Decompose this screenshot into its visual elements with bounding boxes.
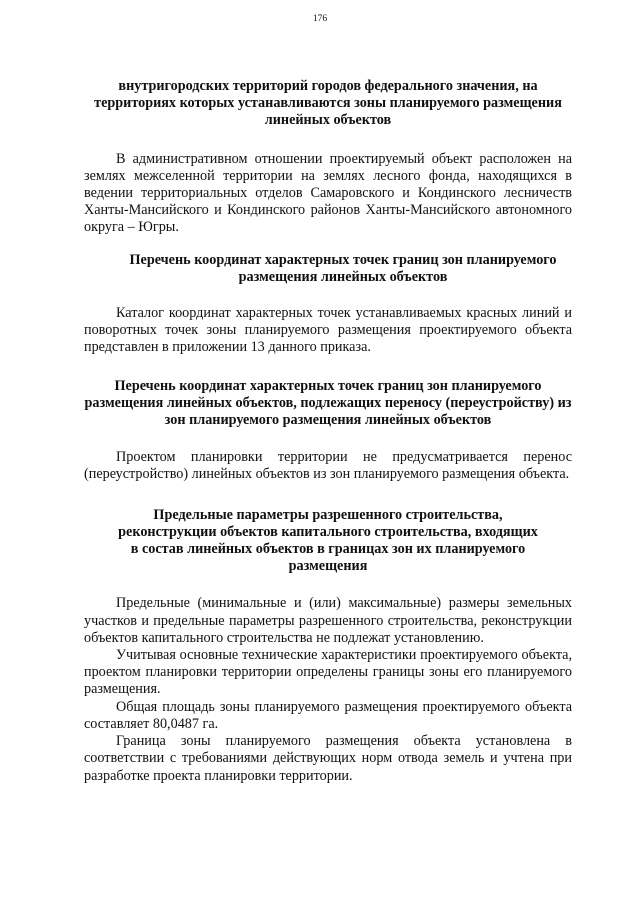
heading-line: в состав линейных объектов в границах зон их планируемого xyxy=(130,541,526,558)
paragraph-coordinates-catalog: Каталог координат характерных точек устанавливаемых красных линий и поворотных точек зоны планируемого размещения проектируемого объекта представлен в приложении 13 данного приказа. xyxy=(84,305,572,356)
paragraph-no-relocation: Проектом планировки территории не предусматривается перенос (переустройство) линейных объектов из зон планируемого размещения объекта. xyxy=(84,449,572,483)
section-heading-construction-parameters xyxy=(84,507,572,576)
paragraph-administrative-location: В административном отношении проектируемый объект расположен на землях межселенной территории на землях лесного фонда, находящихся в ведении территориальных отделов Самаровского и Кондинского лесничеств Ханты-Мансийского и Кондинского районов Ханты-Мансийского автономного округа – Югры. xyxy=(84,150,572,236)
paragraph-boundary-norms: Граница зоны планируемого размещения объекта установлена в соответствии с требованиями действующих норм отвода земель и учтена при разработке проекта планировки территории. xyxy=(84,733,572,784)
paragraph-parameters-not-set: Предельные (минимальные и (или) максимальные) размеры земельных участков и предельные параметры разрешенного строительства, реконструкции объектов капитального строительства не подлежат установлению. xyxy=(84,595,572,646)
section-heading-coordinates-list: Перечень координат характерных точек границ зон планируемого размещения линейных объектов xyxy=(129,251,557,285)
section-heading-territories: внутригородских территорий городов федерального значения, на территориях которых устанавливаются зоны планируемого размещения линейных объектов xyxy=(94,78,562,129)
heading-line: Предельные параметры разрешенного строительства, xyxy=(153,506,503,523)
page-number: 176 xyxy=(312,14,328,24)
document-body xyxy=(84,78,572,785)
section-heading-relocation-coordinates: Перечень координат характерных точек границ зон планируемого размещения линейных объектов, подлежащих переносу (переустройству) из зон планируемого размещения линейных объектов xyxy=(84,377,572,429)
heading-line: реконструкции объектов капитального строительства, входящих xyxy=(118,523,538,540)
paragraph-total-area: Общая площадь зоны планируемого размещения проектируемого объекта составляет 80,0487 га. xyxy=(84,698,572,732)
heading-line: размещения xyxy=(288,558,368,575)
paragraph-zone-boundaries: Учитывая основные технические характеристики проектируемого объекта, проектом планировки территории определены границы зоны его планируемого размещения. xyxy=(84,647,572,698)
